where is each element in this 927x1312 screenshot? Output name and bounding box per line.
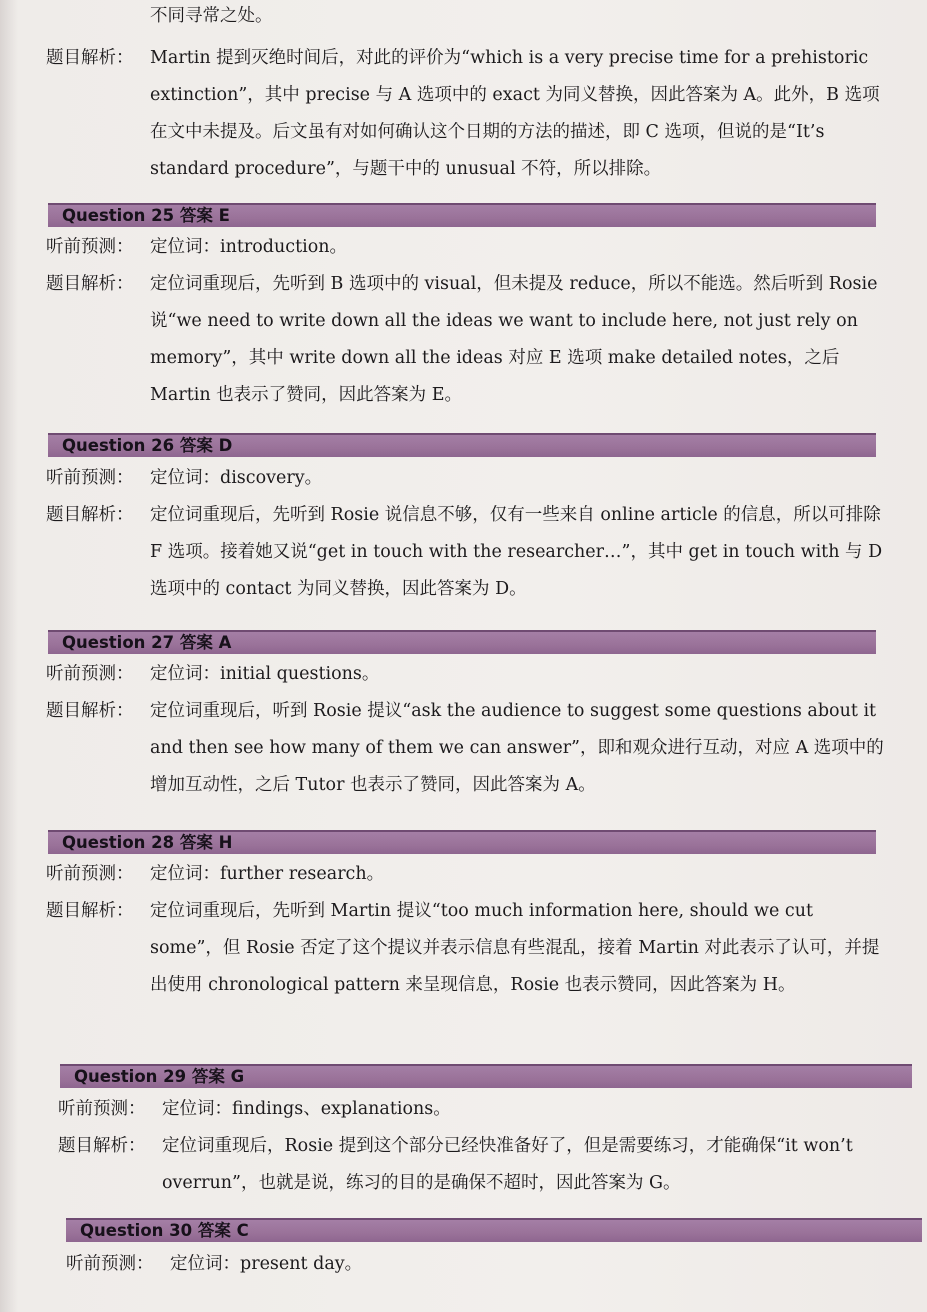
analysis-label: 题目解析： bbox=[46, 505, 134, 525]
analysis-label: 题目解析： bbox=[58, 1136, 146, 1156]
analysis-label: 题目解析： bbox=[46, 48, 134, 68]
analysis-text: 定位词重现后，先听到 Martin 提议“too much information here, should we cut some”，但 Rosie 否定了这个提议并表示信息有些混乱，接着 Martin 对此表示了认可，并提出使用 chronological pattern 来呈现信息，Rosie 也表示赞同，因此答案为 H。 bbox=[150, 901, 880, 995]
question-header-25: Question 25 答案 E bbox=[48, 203, 876, 227]
analysis-text: Martin 提到灭绝时间后，对此的评价为“which is a very precise time for a prehistoric extinction”，其中 precise 与 A 选项中的 exact 为同义替换，因此答案为 A。此外，B 选项在文中未提及。后文虽有对如何确认这个日期的方法的描述，即 C 选项，但说的是“It’s standard procedure”，与题干中的 unusual 不符，所以排除。 bbox=[150, 48, 880, 179]
q30-content bbox=[66, 1246, 916, 1283]
predict-text: 定位词：further research。 bbox=[150, 864, 385, 884]
question-header-29: Question 29 答案 G bbox=[60, 1064, 912, 1088]
q25-content bbox=[46, 229, 886, 414]
continuation-text: 不同寻常之处。 bbox=[150, 6, 273, 26]
predict-text: 定位词：findings、explanations。 bbox=[162, 1099, 451, 1119]
analysis-text: 定位词重现后，先听到 B 选项中的 visual，但未提及 reduce，所以不能选。然后听到 Rosie 说“we need to write down all the ideas we want to include here, not just rely on memory”，其中 write down all the ideas 对应 E 选项 make detailed notes，之后 Martin 也表示了赞同，因此答案为 E。 bbox=[150, 274, 878, 405]
predict-text: 定位词：initial questions。 bbox=[150, 664, 380, 684]
analysis-text: 定位词重现后，Rosie 提到这个部分已经快准备好了，但是需要练习，才能确保“it won’t overrun”，也就是说，练习的目的是确保不超时，因此答案为 G。 bbox=[162, 1136, 853, 1193]
analysis-text: 定位词重现后，听到 Rosie 提议“ask the audience to suggest some questions about it and then see how many of them we can answer”，即和观众进行互动，对应 A 选项中的增加互动性，之后 Tutor 也表示了赞同，因此答案为 A。 bbox=[150, 701, 884, 795]
analysis-text: 定位词重现后，先听到 Rosie 说信息不够，仅有一些来自 online article 的信息，所以可排除 F 选项。接着她又说“get in touch with the researcher…”，其中 get in touch with 与 D 选项中的 contact 为同义替换，因此答案为 D。 bbox=[150, 505, 883, 599]
question-header-30: Question 30 答案 C bbox=[66, 1218, 922, 1242]
analysis-label: 题目解析： bbox=[46, 901, 134, 921]
q28-content bbox=[46, 856, 886, 1004]
analysis-label: 题目解析： bbox=[46, 701, 134, 721]
predict-label: 听前预测： bbox=[66, 1254, 154, 1274]
predict-text: 定位词：discovery。 bbox=[150, 468, 323, 488]
predict-text: 定位词：present day。 bbox=[170, 1254, 363, 1274]
predict-label: 听前预测： bbox=[46, 237, 134, 257]
q24-analysis bbox=[46, 40, 886, 188]
q26-content bbox=[46, 460, 886, 608]
q27-content bbox=[46, 656, 886, 804]
predict-label: 听前预测： bbox=[58, 1099, 146, 1119]
question-header-26: Question 26 答案 D bbox=[48, 433, 876, 457]
predict-label: 听前预测： bbox=[46, 864, 134, 884]
question-header-28: Question 28 答案 H bbox=[48, 830, 876, 854]
q29-content bbox=[58, 1091, 914, 1202]
predict-label: 听前预测： bbox=[46, 468, 134, 488]
analysis-label: 题目解析： bbox=[46, 274, 134, 294]
predict-label: 听前预测： bbox=[46, 664, 134, 684]
question-header-27: Question 27 答案 A bbox=[48, 630, 876, 654]
predict-text: 定位词：introduction。 bbox=[150, 237, 348, 257]
